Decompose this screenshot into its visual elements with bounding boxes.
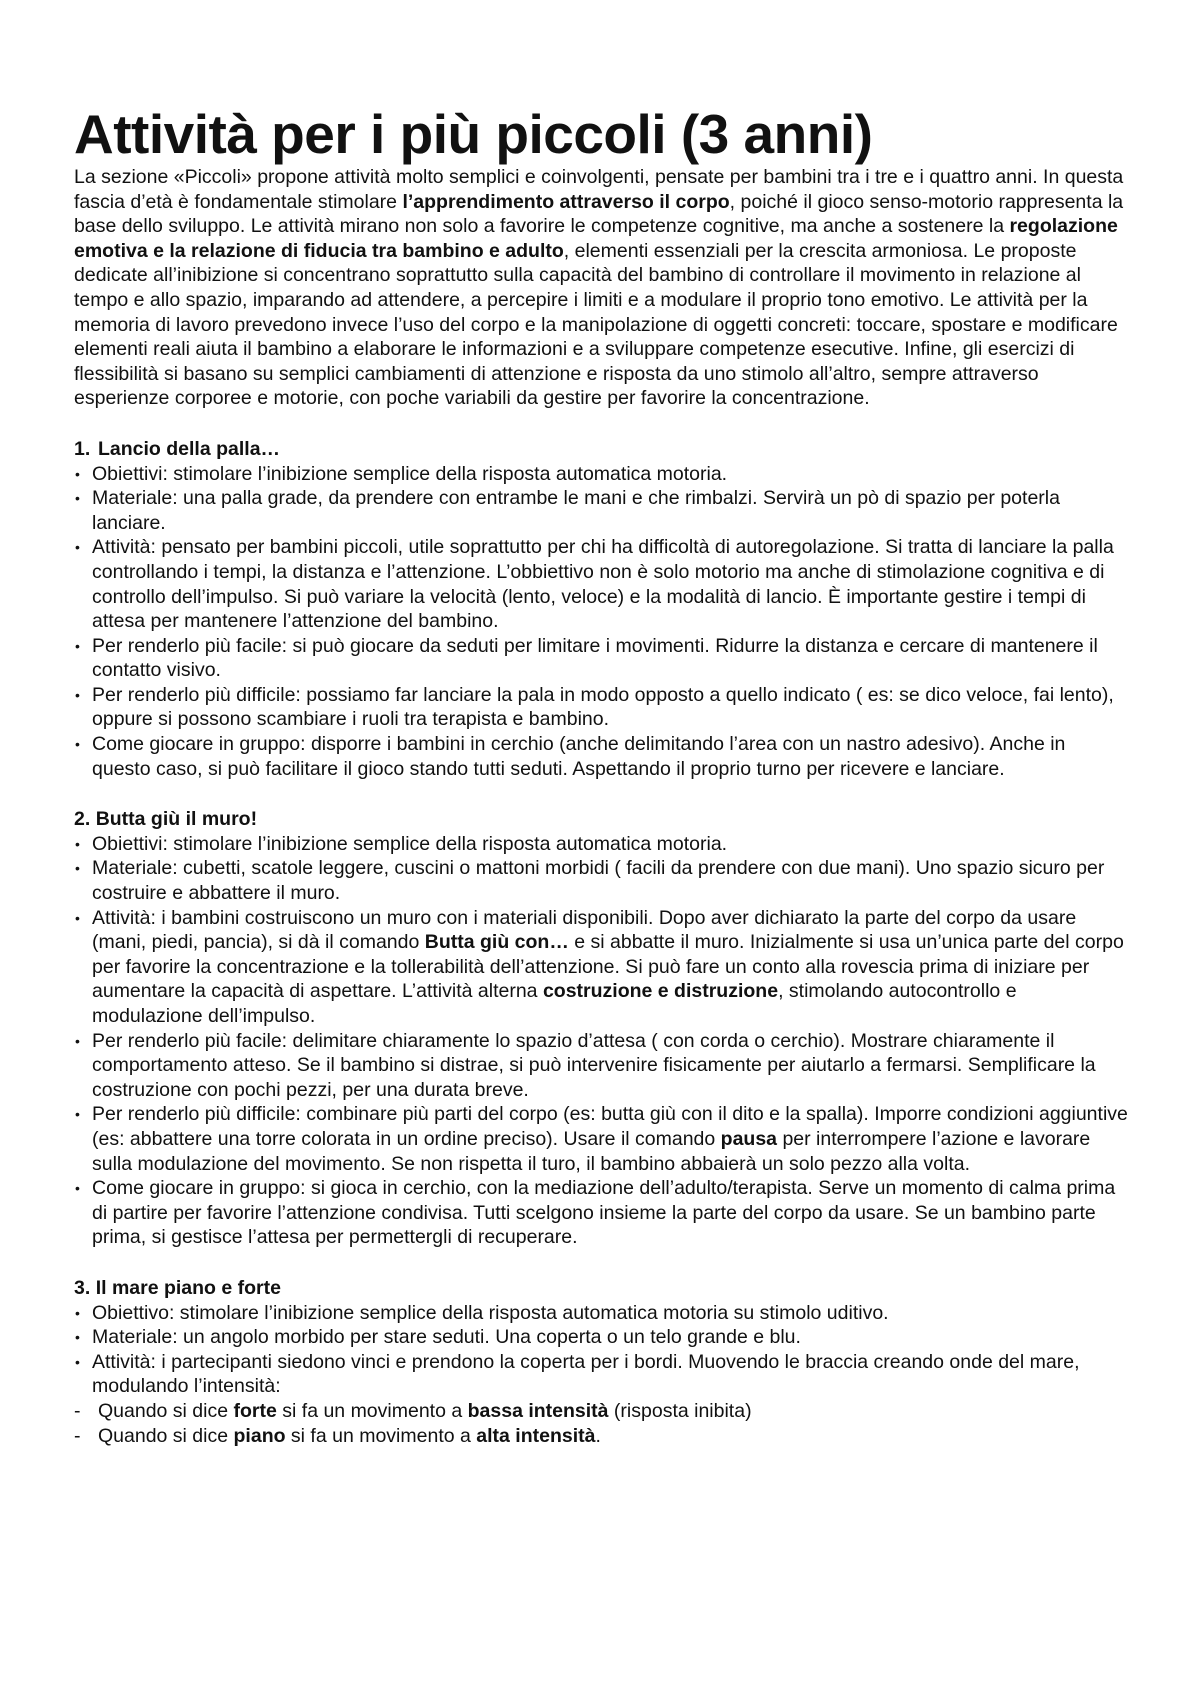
list-item [74,732,1128,781]
text-run: . [595,1424,601,1447]
text-run: Attività: i bambini costruiscono un muro con i materiali disponibili. Dopo aver dichiarato la parte del corpo da usare (mani, piedi, pancia), si dà il comando [92,906,1077,954]
dash-icon: - [74,1399,81,1422]
intro-paragraph [74,165,1128,411]
text-run: , elementi essenziali per la crescita armoniosa. Le proposte dedicate all’inibizione si concentrano soprattutto sulla capacità del bambino di controllare il movimento in relazione al tempo e allo spazio, imparando ad attendere, a percepire i limiti e a modulare il proprio tono emotivo. Le attività per la memoria di lavoro prevedono invece l’uso del corpo e la manipolazione di oggetti concreti: toccare, spostare e modificare elementi reali aiuta il bambino a elaborare le informazioni e a sviluppare competenze esecutive. Infine, gli esercizi di flessibilità si basano su semplici cambiamenti di attenzione e risposta da uno stimolo all’altro, sempre attraverso esperienze corporee e motorie, con poche variabili da gestire per favorire la concentrazione. [74,239,1118,410]
bold-text: l’apprendimento attraverso il corpo [402,190,730,213]
list-item [74,486,1128,535]
list-item [74,634,1128,683]
section-1 [74,437,1128,781]
list-item [74,906,1128,1029]
text-run: Materiale: cubetti, scatole leggere, cuscini o mattoni morbidi ( facili da prendere con due mani). Uno spazio sicuro per costruire e abbattere il muro. [92,857,1105,905]
bullet-icon: • [75,686,80,703]
list-item [74,1029,1128,1103]
section-number: 1. [74,437,91,460]
bullet-list [74,462,1128,782]
text-run: La sezione «Piccoli» propone attività molto semplici e coinvolgenti, pensate per bambini tra i tre e i quattro anni. In questa fascia d’età è fondamentale stimolare [74,166,1124,213]
section-2 [74,807,1128,1250]
bold-text: forte [233,1399,277,1422]
list-item [74,462,1128,487]
list-item [74,1350,1128,1399]
bullet-list [74,832,1128,1250]
text-run: Obiettivi: stimolare l’inibizione semplice della risposta automatica motoria. [92,462,728,485]
list-item [74,1102,1128,1176]
list-item [74,683,1128,732]
text-run: Obiettivo: stimolare l’inibizione semplice della risposta automatica motoria su stimolo uditivo. [92,1301,889,1324]
section-title-text: Il mare piano e forte [95,1276,281,1299]
bullet-icon: • [75,539,80,556]
section-3 [74,1276,1128,1448]
list-item [74,1325,1128,1350]
text-run: Materiale: un angolo morbido per stare seduti. Una coperta o un telo grande e blu. [92,1326,801,1349]
bullet-icon: • [75,490,80,507]
section-title [74,807,1128,832]
text-run: e si abbatte il muro. Inizialmente si usa un’unica parte del corpo per favorire la concentrazione e la tollerabilità dell’attenzione. Si può fare un conto alla rovescia prima di iniziare per aumentare la capacità di aspettare. L’attività alterna [92,931,1124,1003]
bold-text: bassa intensità [467,1399,609,1422]
bullet-icon: • [75,1106,80,1123]
bold-text: pausa [720,1127,778,1150]
bullet-icon: • [75,465,80,482]
text-run: Per renderlo più difficile: combinare più parti del corpo (es: butta giù con il dito e la spalla). Imporre condizioni aggiuntive (es: abbattere una torre colorata in un ordine preciso). Usare il comando [92,1103,1128,1150]
sub-list-item [74,1399,1128,1424]
bold-text: regolazione emotiva e la relazione di fiducia tra bambino e adulto [74,215,1118,262]
bold-text: piano [233,1424,286,1447]
bullet-icon: • [75,1353,80,1370]
text-run: Per renderlo più difficile: possiamo far lanciare la pala in modo opposto a quello indicato ( es: se dico veloce, fai lento), oppure si possono scambiare i ruoli tra terapista e bambino. [92,683,1114,731]
bullet-icon: • [75,1180,80,1197]
text-run: Materiale: una palla grade, da prendere con entrambe le mani e che rimbalzi. Servirà un pò di spazio per poterla lanciare. [92,487,1060,534]
dash-icon: - [74,1424,81,1447]
sub-list-item [74,1424,1128,1449]
dash-list [74,1399,1128,1448]
bullet-icon: • [75,1304,80,1321]
text-run: per interrompere l’azione e lavorare sulla modulazione del movimento. Se non rispetta il turo, il bambino abbaierà un solo pezzo alla volta. [92,1127,1091,1175]
section-number: 2. [74,808,91,831]
text-run: Per renderlo più facile: si può giocare da seduti per limitare i movimenti. Ridurre la distanza e cercare di mantenere il contatto visivo. [92,634,1098,682]
text-run: Attività: i partecipanti siedono vinci e prendono la coperta per i bordi. Muovendo le braccia creando onde del mare, modulando l’intensità: [92,1350,1080,1398]
list-item [74,856,1128,905]
bullet-icon: • [75,637,80,654]
text-run: Come giocare in gruppo: disporre i bambini in cerchio (anche delimitando l’area con un nastro adesivo). Anche in questo caso, si può facilitare il gioco stando tutti seduti. Aspettando il proprio turno per ricevere e lanciare. [92,733,1066,780]
section-title-text: Butta giù il muro! [95,808,258,831]
text-run: Come giocare in gruppo: si gioca in cerchio, con la mediazione dell’adulto/terapista. Serve un momento di calma prima di partire per favorire l’attenzione condivisa. Tutti scelgono insieme la parte del corpo da usare. Se un bambino parte prima, si gestisce l’attesa per permettergli di recuperare. [92,1177,1116,1249]
section-title-text: Lancio della palla… [98,437,281,460]
text-run: , poiché il gioco senso-motorio rappresenta la base dello sviluppo. Le attività mirano non solo a favorire le competenze cognitive, ma anche a sostenere la [74,190,1124,238]
text-run: (risposta inibita) [608,1399,752,1422]
text-run: Attività: pensato per bambini piccoli, utile soprattutto per chi ha difficoltà di autoregolazione. Si tratta di lanciare la palla controllando i tempi, la distanza e l’attenzione. L’obbiettivo non è solo motorio ma anche di stimolazione cognitiva e di controllo dell’impulso. Si può variare la velocità (lento, veloce) e la modalità di lancio. È importante gestire i tempi di attesa per mantenere l’attenzione del bambino. [92,536,1114,633]
section-number: 3. [74,1276,91,1299]
page-title: Attività per i più piccoli (3 anni) [74,103,873,165]
list-item [74,1301,1128,1326]
bullet-icon: • [75,835,80,852]
list-item [74,1176,1128,1250]
bullet-icon: • [75,860,80,877]
section-title [74,1276,1128,1301]
bullet-icon: • [75,1329,80,1346]
bold-text: Butta giù con… [424,931,569,954]
bullet-icon: • [75,909,80,926]
text-run: si fa un movimento a [285,1424,477,1447]
bullet-icon: • [75,736,80,753]
list-item [74,535,1128,633]
text-run: , stimolando autocontrollo e modulazione dell’impulso. [92,980,1017,1027]
bullet-icon: • [75,1032,80,1049]
text-run: Per renderlo più facile: delimitare chiaramente lo spazio d’attesa ( con corda o cerchio). Mostrare chiaramente il comportamento atteso. Se il bambino si distrae, si può intervenire fisicamente per aiutarlo a fermarsi. Semplificare la costruzione con pochi pezzi, per una durata breve. [92,1029,1096,1101]
text-run: Quando si dice [98,1399,234,1422]
text-run: si fa un movimento a [276,1399,468,1422]
text-run: Quando si dice [98,1424,234,1447]
bold-text: alta intensità [476,1424,596,1447]
bullet-list [74,1301,1128,1399]
list-item [74,832,1128,857]
bold-text: costruzione e distruzione [542,980,779,1003]
text-run: Obiettivi: stimolare l’inibizione semplice della risposta automatica motoria. [92,832,728,855]
section-title [74,437,1128,462]
